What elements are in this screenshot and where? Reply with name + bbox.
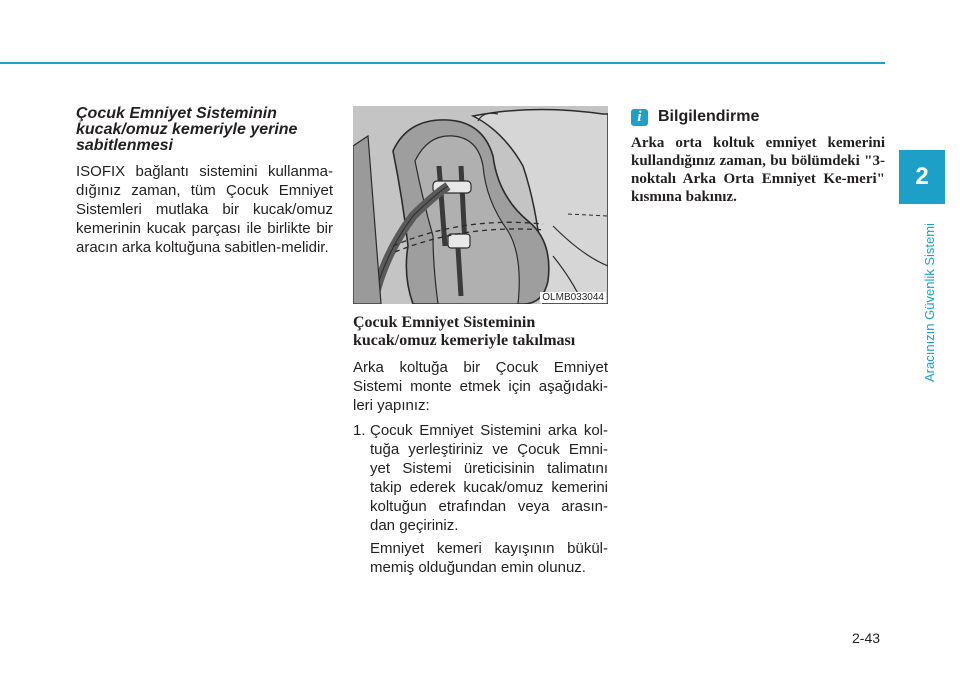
chapter-tab: 2 [899,150,945,204]
install-note: Emniyet kemeri kayışının bükül-memiş olduğundan emin olunuz. [370,540,608,576]
info-body: Arka orta koltuk emniyet kemerini kullandığınız zaman, bu bölümdeki "3-noktalı Arka Orta Emniyet Ke-meri" kısmına bakınız. [631,135,885,205]
column-middle [353,106,608,576]
install-steps [353,421,608,535]
info-icon: i [631,109,648,126]
child-seat-illustration [353,106,608,304]
figure-code: OLMB033044 [542,292,604,303]
section-heading-middle: Çocuk Emniyet Sisteminin kucak/omuz kemeriyle takılması [353,314,576,349]
list-item [353,421,608,535]
section-heading-left: Çocuk Emniyet Sisteminin kucak/omuz kemeriyle yerine sabitlenmesi [76,105,298,154]
page-number: 2-43 [852,630,881,646]
info-header [631,108,885,126]
column-right [631,108,885,206]
section-body-left: ISOFIX bağlantı sistemini kullanma-dığınız zaman, tüm Çocuk Emniyet Sistemleri mutlaka bir kucak/omuz kemerinin kucak parçası ile birlikte bir aracın arka koltuğuna sabitlen-melidir. [76,163,333,256]
header-rule [0,62,885,64]
install-section [353,314,608,577]
info-title: Bilgilendirme [658,108,760,125]
list-item-number: 1. [353,422,366,439]
chapter-title: Aracınızın Güvenlik Sistemi [922,223,937,382]
child-seat-drawing [353,106,608,304]
column-left [76,106,333,257]
list-item-text: Çocuk Emniyet Sistemini arka kol-tuğa yerleştiriniz ve Çocuk Emni-yet Sistemi üreticisinin talimatını takip ederek kucak/omuz kemerini koltuğun etrafından veya arasın-dan geçiriniz. [370,422,608,534]
install-intro: Arka koltuğa bir Çocuk Emniyet Sistemi monte etmek için aşağıdaki-leri yapınız: [353,359,608,414]
